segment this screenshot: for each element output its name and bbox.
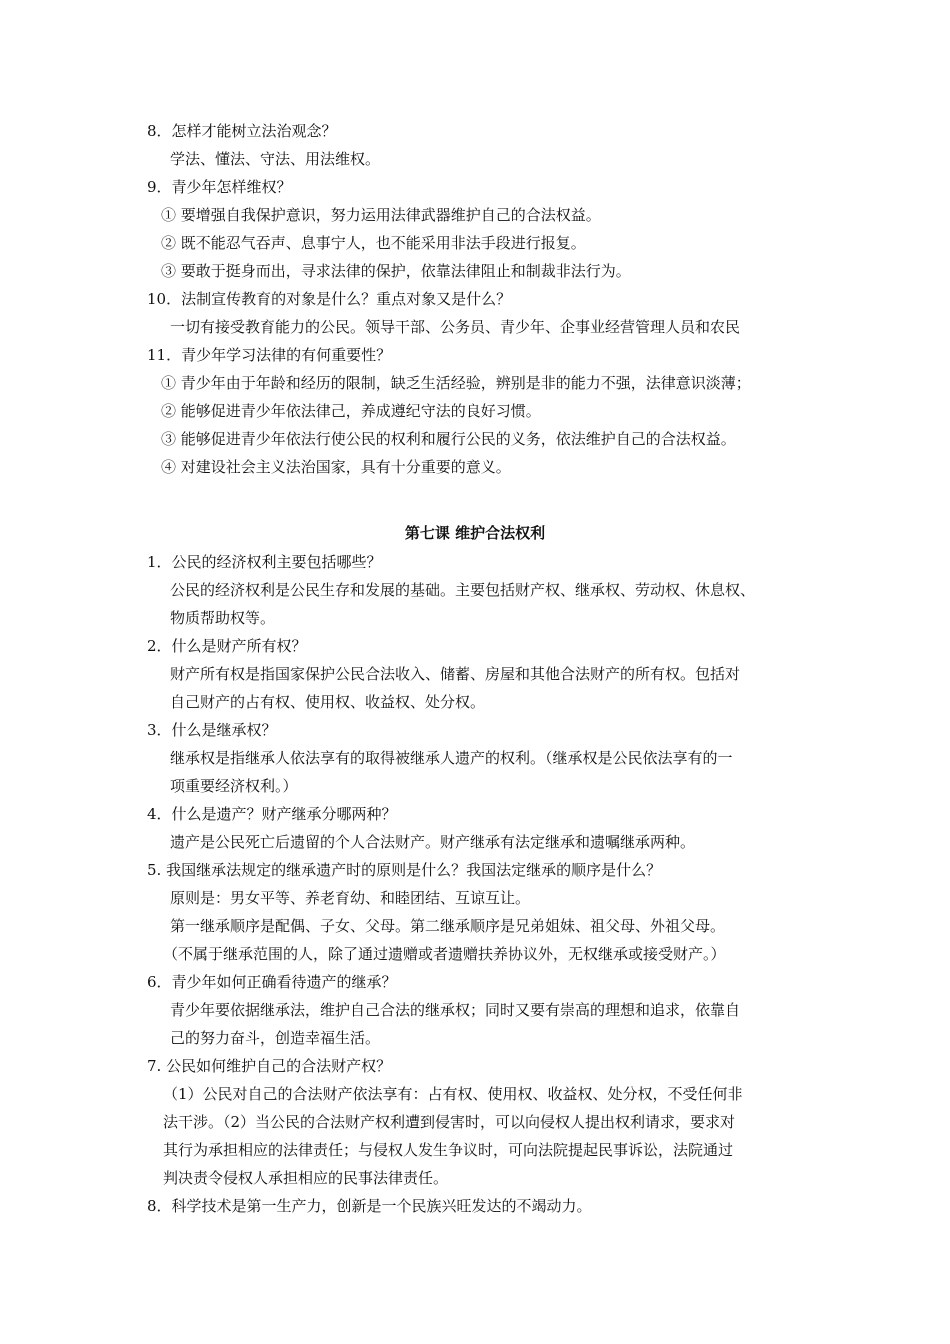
lesson-answer-1-line-2: 物质帮助权等。: [170, 609, 276, 627]
lesson-answer-7-line-4: 判决责令侵权人承担相应的民事法律责任。: [163, 1169, 449, 1187]
lesson-answer-2-line-1: 财产所有权是指国家保护公民合法收入、储蓄、房屋和其他合法财产的所有权。包括对: [170, 665, 741, 683]
answer-11-item-2: ② 能够促进青少年依法律己，养成遵纪守法的良好习惯。: [161, 402, 541, 420]
answer-11-item-4: ④ 对建设社会主义法治国家，具有十分重要的意义。: [161, 458, 511, 476]
question-8-text: 8．怎样才能树立法治观念？: [147, 122, 337, 140]
answer-8-text: 学法、懂法、守法、用法维权。: [170, 150, 381, 168]
question-11-text: 11．青少年学习法律的有何重要性？: [147, 346, 392, 364]
lesson-point-8: 8．科学技术是第一生产力，创新是一个民族兴旺发达的不竭动力。: [147, 1197, 592, 1215]
lesson-answer-3-line-1: 继承权是指继承人依法享有的取得被继承人遗产的权利。（继承权是公民依法享有的一: [170, 749, 733, 767]
lesson-question-2: 2．什么是财产所有权？: [147, 637, 307, 655]
lesson-title: 第七课 维护合法权利: [404, 524, 546, 542]
question-9-text: 9．青少年怎样维权？: [147, 178, 292, 196]
lesson-answer-7-line-3: 其行为承担相应的法律责任；与侵权人发生争议时，可向法院提起民事诉讼，法院通过: [163, 1141, 734, 1159]
lesson-answer-2-line-2: 自己财产的占有权、使用权、收益权、处分权。: [170, 693, 486, 711]
lesson-answer-6-line-1: 青少年要依据继承法，维护自己合法的继承权；同时又要有崇高的理想和追求，依靠自: [170, 1001, 741, 1019]
lesson-question-5: 5. 我国继承法规定的继承遗产时的原则是什么？我国法定继承的顺序是什么？: [147, 861, 662, 879]
answer-9-item-3: ③ 要敢于挺身而出，寻求法律的保护，依靠法律阻止和制裁非法行为。: [161, 262, 631, 280]
lesson-answer-1-line-1: 公民的经济权利是公民生存和发展的基础。主要包括财产权、继承权、劳动权、休息权、: [170, 581, 756, 599]
lesson-question-6: 6．青少年如何正确看待遗产的继承？: [147, 973, 397, 991]
lesson-answer-5-line-2: 第一继承顺序是配偶、子女、父母。第二继承顺序是兄弟姐妹、祖父母、外祖父母。: [170, 917, 726, 935]
answer-11-item-1: ① 青少年由于年龄和经历的限制，缺乏生活经验，辨别是非的能力不强，法律意识淡薄；: [161, 374, 751, 392]
lesson-question-1: 1．公民的经济权利主要包括哪些？: [147, 553, 382, 571]
lesson-answer-4-line-1: 遗产是公民死亡后遗留的个人合法财产。财产继承有法定继承和遗嘱继承两种。: [170, 833, 696, 851]
lesson-question-3: 3．什么是继承权？: [147, 721, 277, 739]
answer-10-text: 一切有接受教育能力的公民。领导干部、公务员、青少年、企事业经营管理人员和农民: [170, 318, 741, 336]
lesson-answer-5-line-1: 原则是：男女平等、养老育幼、和睦团结、互谅互让。: [170, 889, 531, 907]
lesson-answer-7-line-2: 法干涉。（2）当公民的合法财产权利遭到侵害时，可以向侵权人提出权利请求，要求对: [163, 1113, 736, 1131]
answer-9-item-2: ② 既不能忍气吞声、息事宁人，也不能采用非法手段进行报复。: [161, 234, 586, 252]
question-10-text: 10．法制宣传教育的对象是什么？重点对象又是什么？: [147, 290, 512, 308]
lesson-answer-3-line-2: 项重要经济权利。）: [170, 777, 298, 795]
lesson-question-7: 7. 公民如何维护自己的合法财产权？: [147, 1057, 392, 1075]
lesson-question-4: 4．什么是遗产？财产继承分哪两种？: [147, 805, 397, 823]
lesson-answer-6-line-2: 己的努力奋斗，创造幸福生活。: [170, 1029, 381, 1047]
lesson-answer-7-line-1: （1）公民对自己的合法财产依法享有：占有权、使用权、收益权、处分权，不受任何非: [163, 1085, 743, 1103]
lesson-answer-5-note: （不属于继承范围的人，除了通过遗赠或者遗赠扶养协议外，无权继承或接受财产。）: [163, 945, 726, 963]
answer-11-item-3: ③ 能够促进青少年依法行使公民的权利和履行公民的义务，依法维护自己的合法权益。: [161, 430, 736, 448]
answer-9-item-1: ① 要增强自我保护意识，努力运用法律武器维护自己的合法权益。: [161, 206, 601, 224]
